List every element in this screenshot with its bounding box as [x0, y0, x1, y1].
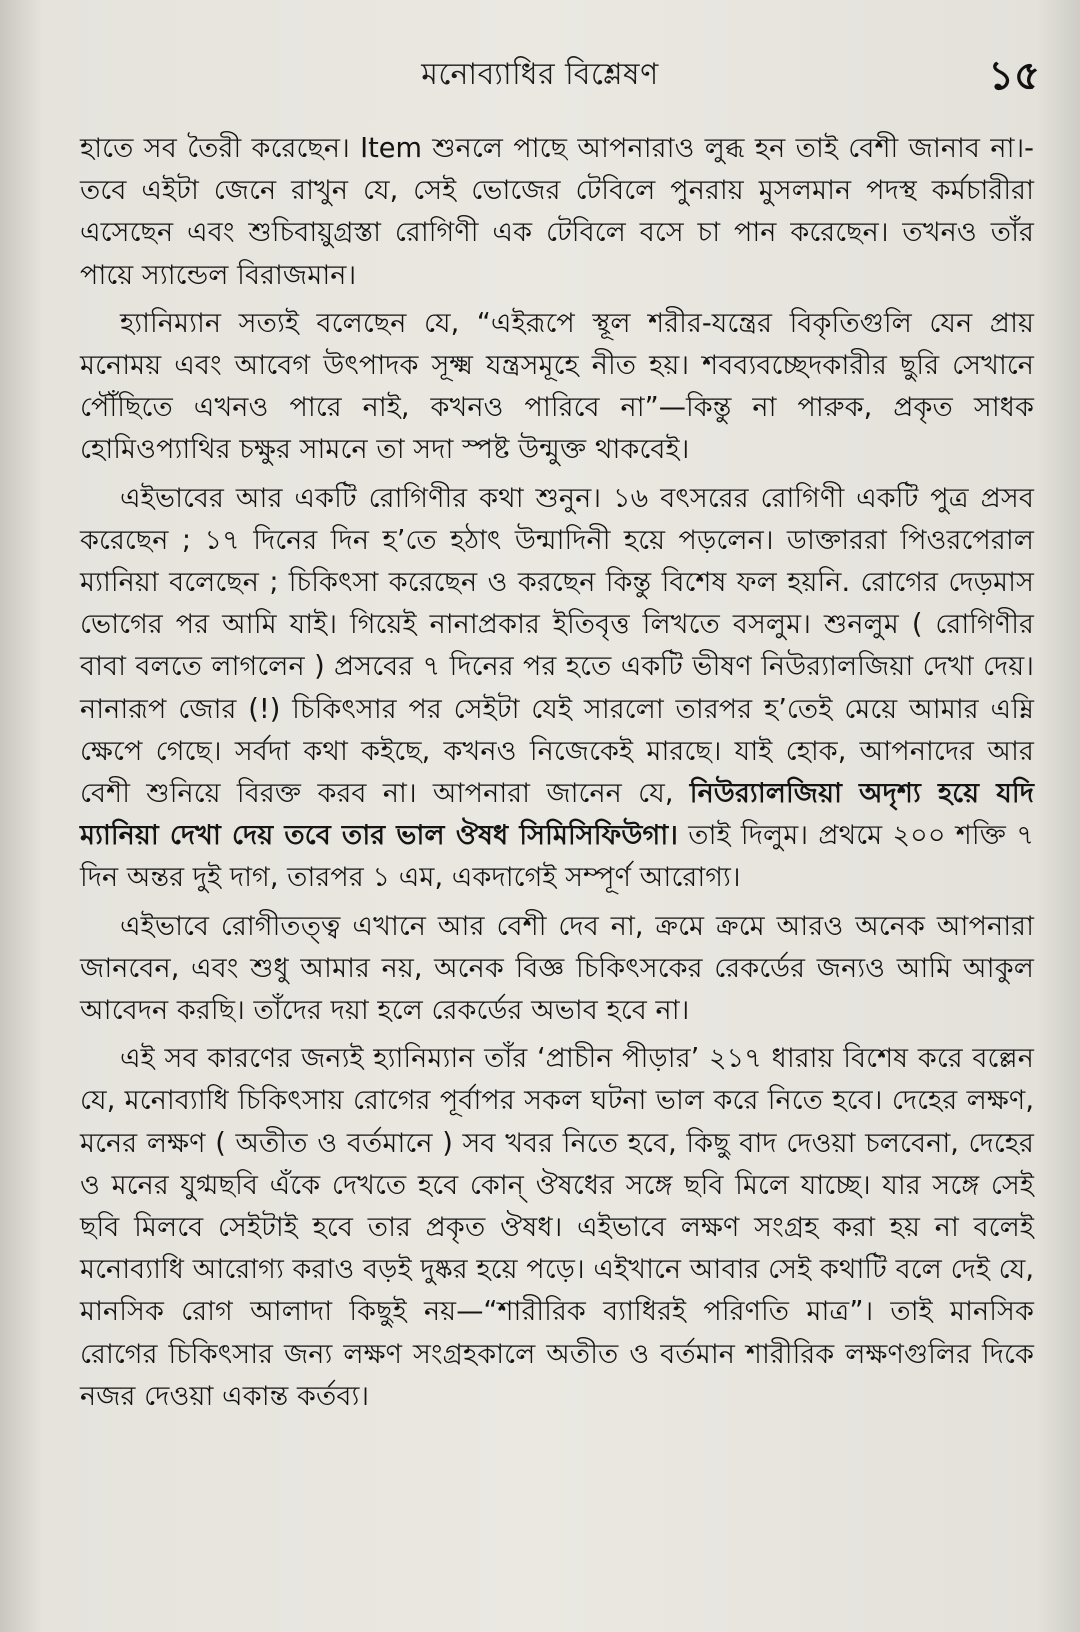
- page-header: [0, 44, 1080, 104]
- page-body: [80, 128, 1034, 1568]
- paragraph-3-emphasis: নিউর‍্যালজিয়া অদৃশ্য হয়ে যদি ম্যানিয়া দেখা দেয় তবে তার ভাল ঔষধ সিমিসিফিউগা।: [80, 778, 1034, 852]
- paragraph-1: হাতে সব তৈরী করেছেন। Item শুনলে পাছে আপনারাও লুব্ধ হন তাই বেশী জানাব না।- তবে এইটা জেনে রাখুন যে, সেই ভোজের টেবিলে পুনরায় মুসলমান পদস্থ কর্মচারীরা এসেছেন এবং শুচিবায়ুগ্রস্তা রোগিণী এক টেবিলে বসে চা পান করেছেন। তখনও তাঁর পায়ে স্যান্ডেল বিরাজমান।: [80, 133, 1034, 291]
- running-title: মনোব্যাধির বিশ্লেষণ: [421, 57, 659, 92]
- paragraph-3-text: এইভাবের আর একটি রোগিণীর কথা শুনুন। ১৬ বৎসরের রোগিণী একটি পুত্র প্রসব করেছেন ; ১৭ দিনের দিন হ’তে হঠাৎ উন্মাদিনী হয়ে পড়লেন। ডাক্তাররা পিওরপেরাল ম্যানিয়া বলেছেন ; চিকিৎসা করেছেন ও করছেন কিন্তু বিশেষ ফল হয়নি. রোগের দেড়মাস ভোগের পর আমি যাই। গিয়েই নানাপ্রকার ইতিবৃত্ত লিখতে বসলুম। শুনলুম ( রোগিণীর বাবা বলতে লাগলেন ) প্রসবের ৭ দিনের পর হতে একটি ভীষণ নিউর‍্যালজিয়া দেখা দেয়। নানারূপ জোর (!) চিকিৎসার পর সেইটা যেই সারলো তারপর হ’তেই মেয়ে আমার এম্নি ক্ষেপে গেছে। সর্বদা কথা কইছে, কখনও নিজেকেই মারছে। যাই হোক, আপনাদের আর বেশী শুনিয়ে বিরক্ত করব না। আপনারা জানেন যে,: [80, 482, 1034, 810]
- paragraph-5: এই সব কারণের জন্যই হ্যানিম্যান তাঁর ‘প্রাচীন পীড়ার’ ২১৭ ধারায় বিশেষ করে বল্লেন যে, মনোব্যাধি চিকিৎসায় রোগের পূর্বাপর সকল ঘটনা ভাল করে নিতে হবে। দেহের লক্ষণ, মনের লক্ষণ ( অতীত ও বর্তমানে ) সব খবর নিতে হবে, কিছু বাদ দেওয়া চলবেনা, দেহের ও মনের যুগ্মছবি এঁকে দেখতে হবে কোন্ ঔষধের সঙ্গে ছবি মিলে যাচ্ছে। যার সঙ্গে সেই ছবি মিলবে সেইটাই হবে তার প্রকৃত ঔষধ। এইভাবে লক্ষণ সংগ্রহ করা হয় না বলেই মনোব্যাধি আরোগ্য করাও বড়ই দুষ্কর হয়ে পড়ে। এইখানে আবার সেই কথাটি বলে দেই যে, মানসিক রোগ আলাদা কিছুই নয়—“শারীরিক ব্যাধিরই পরিণতি মাত্র”। তাই মানসিক রোগের চিকিৎসার জন্য লক্ষণ সংগ্রহকালে অতীত ও বর্তমান শারীরিক লক্ষণগুলির দিকে নজর দেওয়া একান্ত কর্তব্য।: [80, 1043, 1035, 1412]
- paragraph-3: [80, 478, 1034, 900]
- paragraph-2: হ্যানিম্যান সত্যই বলেছেন যে, “এইরূপে স্থূল শরীর-যন্ত্রের বিকৃতিগুলি যেন প্রায় মনোময় এবং আবেগ উৎপাদক সূক্ষ্ম যন্ত্রসমূহে নীত হয়। শবব্যবচ্ছেদকারীর ছুরি সেখানে পৌঁছিতে এখনও পারে নাই, কখনও পারিবে না”—কিন্তু না পারুক, প্রকৃত সাধক হোমিওপ্যাথির চক্ষুর সামনে তা সদা স্পষ্ট উন্মুক্ত থাকবেই।: [80, 307, 1034, 466]
- page-number: ১৫: [988, 53, 1040, 99]
- paragraph-3-tail: তাই দিলুম। প্রথমে ২০০ শক্তি ৭ দিন অন্তর দুই দাগ, তারপর ১ এম, একদাগেই সম্পূর্ণ আরোগ্য।: [80, 820, 1034, 894]
- paragraph-4: এইভাবে রোগীতত্ত্ব এখানে আর বেশী দেব না, ক্রমে ক্রমে আরও অনেক আপনারা জানবেন, এবং শুধু আমার নয়, অনেক বিজ্ঞ চিকিৎসকের রেকর্ডের জন্যও আমি আকুল আবেদন করছি। তাঁদের দয়া হলে রেকর্ডের অভাব হবে না।: [80, 910, 1034, 1027]
